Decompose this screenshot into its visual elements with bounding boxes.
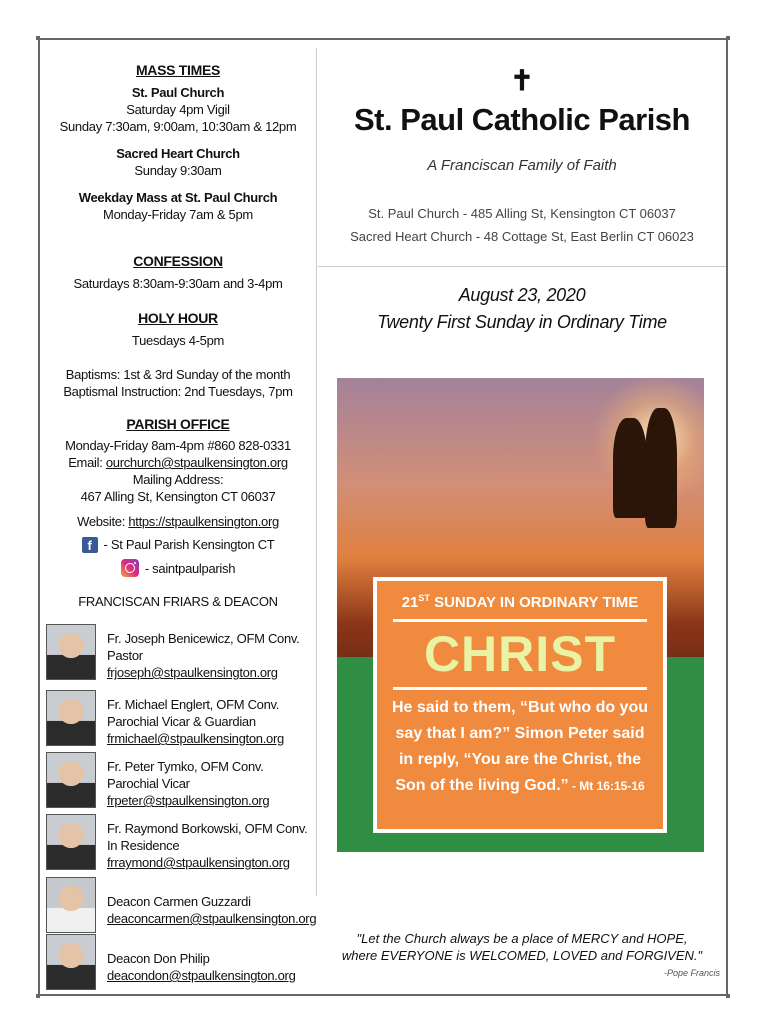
holy-hour-times: Tuesdays 4-5pm [131,333,225,348]
website-link[interactable]: https://stpaulkensington.org [128,514,279,529]
mailing-label: Mailing Address: [132,472,224,487]
cross-icon: ✝ [510,65,534,96]
facebook-text: - St Paul Parish Kensington CT [103,537,275,552]
clergy-text [107,696,284,747]
office-email-link[interactable]: ourchurch@stpaulkensington.org [105,455,288,470]
friars-heading: FRANCISCAN FRIARS & DEACON [78,594,278,609]
parish-tagline: A Franciscan Family of Faith [427,157,617,174]
clergy-text [107,950,296,984]
bulletin-date: August 23, 2020 [458,285,586,305]
instagram-line[interactable] [40,559,316,577]
clergy-entry [46,877,316,937]
holy-hour-heading: HOLY HOUR [138,310,218,326]
confession-heading: CONFESSION [133,253,223,269]
quote-source: -Pope Francis [663,968,720,978]
poster-card [374,578,666,832]
parish-title: St. Paul Catholic Parish [354,102,690,137]
instagram-text: - saintpaulparish [144,560,236,576]
clergy-email[interactable]: frpeter@stpaulkensington.org [107,793,270,808]
walking-figure [645,408,677,528]
poster-citation: - Mt 16:15-16 [568,779,645,793]
poster-ordinal-suffix: ST [418,593,430,603]
church-addresses [318,202,726,248]
clergy-entry [46,690,316,750]
clergy-entry [46,814,316,874]
clergy-email[interactable]: deaconcarmen@stpaulkensington.org [107,911,317,926]
quote-line: "Let the Church always be a place of MERCY and HOPE, [356,931,688,946]
frame-corner [726,994,730,998]
clergy-name: Fr. Michael Englert, OFM Conv. [107,697,280,712]
sacred-heart-sunday: Sunday 9:30am [134,163,222,178]
clergy-text [107,630,299,681]
clergy-name: Fr. Raymond Borkowski, OFM Conv. [107,821,308,836]
office-hours: Monday-Friday 8am-4pm #860 828-0331 [65,438,291,453]
frame-corner [36,994,40,998]
poster-ordinal: 21 [401,594,419,611]
clergy-text [107,820,307,871]
clergy-photo [46,814,96,870]
email-label: Email: [68,455,106,470]
pope-quote [318,930,726,964]
poster-heading-text: SUNDAY IN ORDINARY TIME [429,594,639,611]
header-divider [318,266,726,267]
parish-office-section [40,416,316,610]
clergy-text [107,758,269,809]
st-paul-vigil: Saturday 4pm Vigil [126,102,230,117]
left-column [40,40,316,994]
baptisms-line: Baptisms: 1st & 3rd Sunday of the month [65,367,291,382]
clergy-name: Fr. Peter Tymko, OFM Conv. [107,759,264,774]
clergy-email[interactable]: frmichael@stpaulkensington.org [107,731,284,746]
right-column [318,40,726,994]
sacred-heart-label: Sacred Heart Church [116,146,240,161]
mass-times-section [40,62,316,223]
quote-line: where EVERYONE is WELCOMED, LOVED and FORGIVEN." [341,948,703,963]
website-line [40,513,316,530]
clergy-email[interactable]: frjoseph@stpaulkensington.org [107,665,278,680]
poster-rule [393,687,647,690]
clergy-role: Pastor [107,648,143,663]
mass-times-heading: MASS TIMES [135,62,221,78]
baptismal-instruction-line: Baptismal Instruction: 2nd Tuesdays, 7pm [63,384,293,399]
poster-heading [377,593,663,611]
bulletin-date-block [318,282,726,336]
clergy-name: Deacon Don Philip [107,951,210,966]
column-divider [316,48,317,896]
clergy-name: Deacon Carmen Guzzardi [107,894,251,909]
clergy-email[interactable]: deacondon@stpaulkensington.org [107,968,296,983]
clergy-text [107,893,316,927]
poster-word: CHRIST [423,626,617,682]
facebook-line[interactable] [40,536,316,553]
instagram-icon[interactable] [121,559,139,577]
walking-figure [613,418,647,518]
clergy-entry [46,752,316,812]
st-paul-sunday: Sunday 7:30am, 9:00am, 10:30am & 12pm [59,119,297,134]
clergy-photo [46,877,96,933]
liturgical-day: Twenty First Sunday in Ordinary Time [377,312,667,332]
poster-rule [393,619,647,622]
weekday-mass-times: Monday-Friday 7am & 5pm [103,207,253,222]
frame-corner [726,36,730,40]
website-label: Website: [77,514,129,529]
clergy-name: Fr. Joseph Benicewicz, OFM Conv. [107,631,300,646]
weekday-mass-label: Weekday Mass at St. Paul Church [78,190,278,205]
mailing-address: 467 Alling St, Kensington CT 06037 [80,489,276,504]
clergy-role: Parochial Vicar & Guardian [107,714,256,729]
sacred-heart-address: Sacred Heart Church - 48 Cottage St, East Berlin CT 06023 [350,229,694,244]
clergy-entry [46,934,316,994]
parish-office-heading: PARISH OFFICE [126,416,230,432]
clergy-role: Parochial Vicar [107,776,190,791]
facebook-icon[interactable]: f [82,537,98,553]
clergy-role: In Residence [107,838,180,853]
st-paul-label: St. Paul Church [131,85,225,100]
clergy-photo [46,624,96,680]
clergy-photo [46,752,96,808]
gospel-poster [337,378,704,852]
confession-times: Saturdays 8:30am-9:30am and 3-4pm [73,276,283,291]
clergy-email[interactable]: frraymond@stpaulkensington.org [107,855,290,870]
confession-section [40,253,316,292]
clergy-entry [46,624,316,684]
clergy-photo [46,934,96,990]
poster-verse: He said to them, “But who do you say that I am?” Simon Peter said in reply, “You are the Christ, the Son of the living God.” [392,699,648,794]
poster-verse-block [387,695,653,799]
office-email-line [40,454,316,471]
holy-hour-section [40,310,316,349]
baptisms-section [40,366,316,400]
st-paul-address: St. Paul Church - 485 Alling St, Kensington CT 06037 [368,206,676,221]
clergy-photo [46,690,96,746]
